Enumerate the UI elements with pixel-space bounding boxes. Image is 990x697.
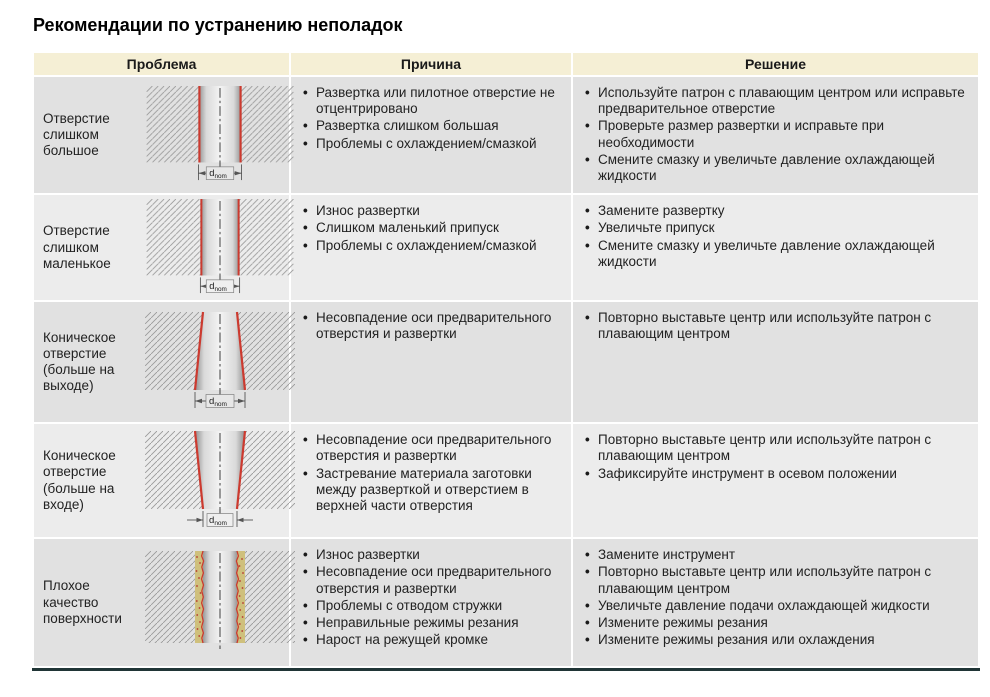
solution-cell	[573, 424, 978, 537]
solution-item: • Проверьте размер развертки и исправьте при необходимости	[585, 118, 969, 150]
cause-cell	[291, 195, 571, 300]
solution-list	[574, 425, 977, 490]
cause-list	[292, 196, 570, 262]
cause-item: • Износ развертки	[303, 547, 562, 563]
cause-item: • Проблемы с охлаждением/смазкой	[303, 238, 562, 254]
solution-item: • Повторно выставьте центр или используйте патрон с плавающим центром	[585, 564, 969, 596]
table-row-poor-surface-quality	[34, 539, 978, 666]
solution-item: • Замените развертку	[585, 203, 969, 219]
cause-item: • Износ развертки	[303, 203, 562, 219]
problem-label: Коническое отверстие (больше на выходе)	[43, 329, 116, 394]
solution-cell	[573, 77, 978, 193]
cause-cell	[291, 539, 571, 666]
problem-cell	[34, 302, 289, 422]
solution-item: • Увеличьте давление подачи охлаждающей жидкости	[585, 598, 969, 614]
dimension-label: dnom	[209, 168, 227, 180]
solution-item: • Измените режимы резания или охлаждения	[585, 632, 969, 648]
solution-item: • Зафиксируйте инструмент в осевом положении	[585, 466, 969, 482]
problem-cell	[34, 424, 289, 537]
solution-cell	[573, 539, 978, 666]
header-problem: Проблема	[34, 53, 289, 75]
problem-cell	[34, 539, 289, 666]
solution-item: • Смените смазку и увеличьте давление охлаждающей жидкости	[585, 238, 969, 270]
diagram-tapered-hole-entry	[145, 429, 295, 533]
page-title: Рекомендации по устранению неполадок	[33, 15, 403, 35]
cause-item: • Несовпадение оси предварительного отверстия и развертки	[303, 310, 562, 342]
solution-item: • Используйте патрон с плавающим центром или исправьте предварительное отверстие	[585, 85, 969, 117]
cause-item: • Развертка или пилотное отверстие не отцентрировано	[303, 85, 562, 117]
solution-list	[574, 78, 977, 192]
cause-list	[292, 78, 570, 160]
solution-item: • Повторно выставьте центр или используйте патрон с плавающим центром	[585, 432, 969, 464]
cause-list	[292, 303, 570, 350]
solution-item: • Измените режимы резания	[585, 615, 969, 631]
solution-cell	[573, 195, 978, 300]
problem-cell	[34, 77, 289, 193]
problem-label: Коническое отверстие (больше на входе)	[43, 448, 116, 512]
cause-list	[292, 540, 570, 656]
table-row-hole-too-large	[34, 77, 978, 193]
table-row-hole-too-small	[34, 195, 978, 300]
dimension-label: dnom	[209, 280, 227, 293]
solution-item: • Смените смазку и увеличьте давление охлаждающей жидкости	[585, 152, 969, 184]
cause-item: • Развертка слишком большая	[303, 118, 562, 134]
cause-item: • Несовпадение оси предварительного отверстия и развертки	[303, 564, 562, 596]
cause-cell	[291, 302, 571, 422]
header-cause: Причина	[291, 53, 571, 75]
diagram-straight-hole-large	[145, 86, 295, 184]
cause-list	[292, 425, 570, 522]
solution-item: • Увеличьте припуск	[585, 220, 969, 236]
diagram-straight-hole-small	[145, 199, 295, 297]
diagram-tapered-hole-exit	[145, 308, 295, 416]
problem-label: Плохое качество поверхности	[43, 578, 122, 626]
cause-item: • Проблемы с отводом стружки	[303, 598, 562, 614]
table-row-tapered-hole-entry	[34, 424, 978, 537]
cause-cell	[291, 424, 571, 537]
solution-cell	[573, 302, 978, 422]
cause-item: • Проблемы с охлаждением/смазкой	[303, 136, 562, 152]
header-solution: Решение	[573, 53, 978, 75]
problem-label: Отверстие слишком маленькое	[43, 223, 111, 271]
cause-item: • Застревание материала заготовки между разверткой и отверстием в верхней части отверстия	[303, 466, 562, 515]
diagram-rough-surface-hole	[145, 545, 295, 661]
cause-item: • Нарост на режущей кромке	[303, 632, 562, 648]
solution-list	[574, 540, 977, 656]
table-row-tapered-hole-exit	[34, 302, 978, 422]
cause-item: • Неправильные режимы резания	[303, 615, 562, 631]
solution-list	[574, 196, 977, 278]
troubleshooting-table	[32, 51, 980, 668]
cause-item: • Слишком маленький припуск	[303, 220, 562, 236]
solution-item: • Замените инструмент	[585, 547, 969, 563]
cause-item: • Несовпадение оси предварительного отверстия и развертки	[303, 432, 562, 464]
dimension-label: dnom	[209, 514, 227, 527]
cause-cell	[291, 77, 571, 193]
solution-list	[574, 303, 977, 350]
problem-label: Отверстие слишком большое	[43, 110, 110, 159]
table-header	[34, 53, 978, 75]
solution-item: • Повторно выставьте центр или используйте патрон с плавающим центром	[585, 310, 969, 342]
problem-cell	[34, 195, 289, 300]
dimension-label: dnom	[209, 396, 227, 408]
troubleshooting-table-wrap	[32, 51, 980, 671]
